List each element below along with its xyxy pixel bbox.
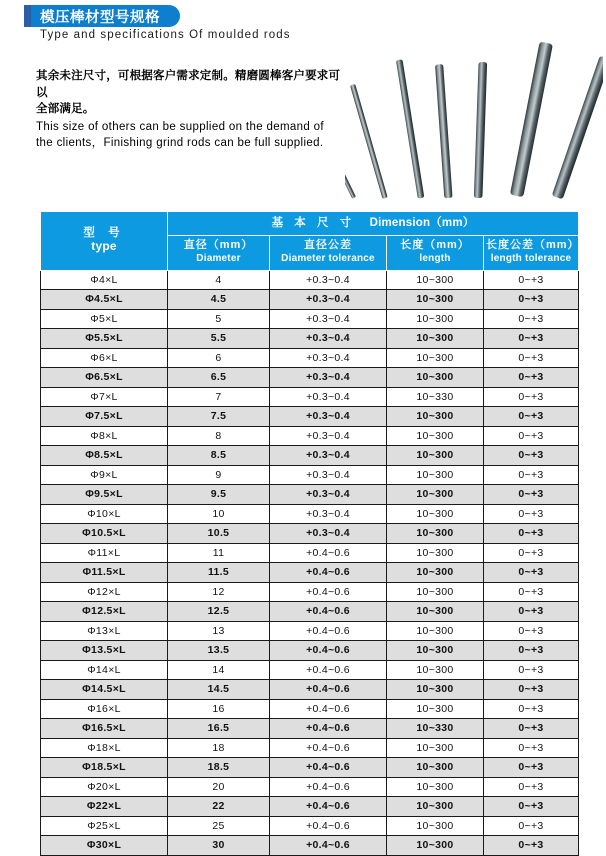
cell-length: 10~300 (387, 368, 484, 388)
cell-length-tolerance: 0~+3 (484, 816, 579, 836)
cell-diameter-tolerance: +0.3~0.4 (270, 485, 387, 505)
cell-length-tolerance: 0~+3 (484, 348, 579, 368)
cell-diameter: 10.5 (168, 524, 270, 544)
cell-type: Φ4.5×L (41, 290, 168, 310)
cell-length-tolerance: 0~+3 (484, 797, 579, 817)
page-subtitle: Type and specifications Of moulded rods (40, 29, 291, 41)
cell-diameter-tolerance: +0.4~0.6 (270, 797, 387, 817)
cell-diameter: 7 (168, 387, 270, 407)
cell-length-tolerance: 0~+3 (484, 738, 579, 758)
cell-length: 10~300 (387, 426, 484, 446)
rods-illustration (345, 38, 603, 210)
cell-length-tolerance: 0~+3 (484, 387, 579, 407)
column-header-type (41, 212, 168, 271)
column-header-length-tolerance-cn: 长度公差（mm） (486, 238, 580, 251)
cell-length: 10~300 (387, 446, 484, 466)
cell-length: 10~300 (387, 602, 484, 622)
table-row (41, 699, 579, 719)
cell-diameter: 25 (168, 816, 270, 836)
cell-type: Φ18.5×L (41, 758, 168, 778)
table-row (41, 407, 579, 427)
cell-length-tolerance: 0~+3 (484, 329, 579, 349)
table-row (41, 465, 579, 485)
cell-diameter-tolerance: +0.4~0.6 (270, 719, 387, 739)
cell-length: 10~300 (387, 621, 484, 641)
column-header-diameter-tolerance (270, 235, 387, 270)
cell-length: 10~300 (387, 758, 484, 778)
cell-diameter-tolerance: +0.4~0.6 (270, 680, 387, 700)
cell-type: Φ9.5×L (41, 485, 168, 505)
cell-diameter-tolerance: +0.3~0.4 (270, 290, 387, 310)
cell-diameter: 13.5 (168, 641, 270, 661)
cell-diameter: 4.5 (168, 290, 270, 310)
column-group-header-dimension (168, 212, 579, 236)
cell-length: 10~300 (387, 524, 484, 544)
cell-length-tolerance: 0~+3 (484, 465, 579, 485)
intro-english-line-2: the clients，Finishing grind rods can be full supplied. (36, 137, 324, 149)
title-badge-body (31, 5, 180, 27)
cell-diameter: 11 (168, 543, 270, 563)
cell-type: Φ16.5×L (41, 719, 168, 739)
cell-diameter: 4 (168, 270, 270, 290)
cell-type: Φ6.5×L (41, 368, 168, 388)
cell-length-tolerance: 0~+3 (484, 719, 579, 739)
cell-diameter-tolerance: +0.4~0.6 (270, 543, 387, 563)
cell-diameter-tolerance: +0.4~0.6 (270, 816, 387, 836)
cell-diameter-tolerance: +0.3~0.4 (270, 407, 387, 427)
cell-type: Φ25×L (41, 816, 168, 836)
cell-length-tolerance: 0~+3 (484, 290, 579, 310)
cell-type: Φ9×L (41, 465, 168, 485)
table-header (41, 212, 579, 271)
cell-diameter: 7.5 (168, 407, 270, 427)
column-header-length-tolerance-en: length tolerance (490, 253, 572, 264)
cell-length: 10~300 (387, 797, 484, 817)
table-row (41, 485, 579, 505)
specification-table (40, 211, 579, 856)
cell-length: 10~300 (387, 563, 484, 583)
cell-length-tolerance: 0~+3 (484, 426, 579, 446)
cell-type: Φ5×L (41, 309, 168, 329)
table-row (41, 524, 579, 544)
cell-length-tolerance: 0~+3 (484, 621, 579, 641)
rod-group (345, 42, 603, 200)
cell-diameter-tolerance: +0.4~0.6 (270, 738, 387, 758)
cell-length-tolerance: 0~+3 (484, 446, 579, 466)
cell-type: Φ12.5×L (41, 602, 168, 622)
cell-diameter-tolerance: +0.4~0.6 (270, 699, 387, 719)
table-row (41, 582, 579, 602)
column-header-length (387, 235, 484, 270)
cell-type: Φ11×L (41, 543, 168, 563)
cell-length: 10~300 (387, 641, 484, 661)
cell-type: Φ7.5×L (41, 407, 168, 427)
cell-diameter-tolerance: +0.4~0.6 (270, 582, 387, 602)
cell-diameter-tolerance: +0.3~0.4 (270, 329, 387, 349)
cell-length: 10~300 (387, 270, 484, 290)
cell-length: 10~300 (387, 329, 484, 349)
table-row (41, 641, 579, 661)
table-row (41, 660, 579, 680)
cell-length: 10~300 (387, 309, 484, 329)
table-row (41, 836, 579, 856)
cell-diameter-tolerance: +0.3~0.4 (270, 446, 387, 466)
cell-type: Φ13×L (41, 621, 168, 641)
column-header-diameter-tolerance-en: Diameter tolerance (281, 253, 375, 264)
cell-diameter-tolerance: +0.4~0.6 (270, 660, 387, 680)
cell-type: Φ10×L (41, 504, 168, 524)
cell-diameter: 20 (168, 777, 270, 797)
cell-diameter: 13 (168, 621, 270, 641)
cell-length: 10~300 (387, 660, 484, 680)
intro-english (36, 119, 346, 152)
cell-type: Φ11.5×L (41, 563, 168, 583)
cell-diameter-tolerance: +0.4~0.6 (270, 758, 387, 778)
cell-type: Φ13.5×L (41, 641, 168, 661)
cell-length-tolerance: 0~+3 (484, 836, 579, 856)
cell-length-tolerance: 0~+3 (484, 543, 579, 563)
cell-diameter: 5.5 (168, 329, 270, 349)
table-row (41, 719, 579, 739)
table-row (41, 602, 579, 622)
table-row (41, 758, 579, 778)
page-title: 模压棒材型号规格 (40, 9, 160, 26)
cell-diameter: 9.5 (168, 485, 270, 505)
cell-type: Φ8.5×L (41, 446, 168, 466)
table-row (41, 309, 579, 329)
table-row (41, 504, 579, 524)
cell-type: Φ14.5×L (41, 680, 168, 700)
cell-diameter: 30 (168, 836, 270, 856)
cell-length: 10~300 (387, 699, 484, 719)
cell-diameter-tolerance: +0.3~0.4 (270, 504, 387, 524)
cell-length-tolerance: 0~+3 (484, 504, 579, 524)
cell-diameter: 8 (168, 426, 270, 446)
table-row (41, 446, 579, 466)
cell-type: Φ10.5×L (41, 524, 168, 544)
cell-length: 10~300 (387, 290, 484, 310)
table-row (41, 290, 579, 310)
table-row (41, 777, 579, 797)
group-header-cn: 基 本 尺 寸 (271, 217, 356, 229)
table-row (41, 543, 579, 563)
cell-length: 10~300 (387, 504, 484, 524)
cell-type: Φ30×L (41, 836, 168, 856)
cell-length: 10~300 (387, 543, 484, 563)
cell-length-tolerance: 0~+3 (484, 524, 579, 544)
cell-length: 10~300 (387, 582, 484, 602)
cell-length-tolerance: 0~+3 (484, 777, 579, 797)
cell-length-tolerance: 0~+3 (484, 680, 579, 700)
cell-diameter-tolerance: +0.3~0.4 (270, 368, 387, 388)
cell-length: 10~300 (387, 485, 484, 505)
cell-diameter: 9 (168, 465, 270, 485)
table-row (41, 797, 579, 817)
cell-diameter: 6.5 (168, 368, 270, 388)
cell-diameter: 18 (168, 738, 270, 758)
cell-diameter: 16.5 (168, 719, 270, 739)
cell-diameter: 10 (168, 504, 270, 524)
cell-diameter: 12.5 (168, 602, 270, 622)
cell-type: Φ12×L (41, 582, 168, 602)
table-row (41, 738, 579, 758)
table-row (41, 621, 579, 641)
cell-diameter: 22 (168, 797, 270, 817)
cell-diameter-tolerance: +0.4~0.6 (270, 641, 387, 661)
cell-diameter: 5 (168, 309, 270, 329)
table-row (41, 270, 579, 290)
cell-length-tolerance: 0~+3 (484, 602, 579, 622)
cell-length-tolerance: 0~+3 (484, 485, 579, 505)
cell-type: Φ4×L (41, 270, 168, 290)
cell-diameter-tolerance: +0.3~0.4 (270, 387, 387, 407)
cell-length-tolerance: 0~+3 (484, 641, 579, 661)
cell-length: 10~300 (387, 407, 484, 427)
cell-length: 10~300 (387, 836, 484, 856)
cell-length-tolerance: 0~+3 (484, 270, 579, 290)
cell-type: Φ18×L (41, 738, 168, 758)
cell-diameter: 11.5 (168, 563, 270, 583)
column-header-diameter-tolerance-cn: 直径公差 (304, 238, 352, 251)
table-row (41, 348, 579, 368)
intro-chinese-line-2: 全部满足。 (36, 103, 95, 115)
cell-type: Φ20×L (41, 777, 168, 797)
cell-diameter-tolerance: +0.4~0.6 (270, 563, 387, 583)
cell-length-tolerance: 0~+3 (484, 309, 579, 329)
cell-length-tolerance: 0~+3 (484, 368, 579, 388)
column-header-diameter (168, 235, 270, 270)
cell-diameter: 16 (168, 699, 270, 719)
page-title-badge (24, 5, 180, 27)
intro-chinese-line-1: 其余未注尺寸，可根据客户需求定制。精磨圆棒客户要求可以 (36, 70, 341, 99)
cell-length-tolerance: 0~+3 (484, 582, 579, 602)
product-photo-rods (345, 38, 603, 210)
cell-length-tolerance: 0~+3 (484, 758, 579, 778)
column-header-type-en: type (91, 239, 117, 254)
intro-chinese (36, 68, 346, 118)
cell-diameter: 14.5 (168, 680, 270, 700)
cell-diameter: 8.5 (168, 446, 270, 466)
cell-diameter-tolerance: +0.4~0.6 (270, 621, 387, 641)
table-row (41, 387, 579, 407)
cell-type: Φ6×L (41, 348, 168, 368)
title-badge-cap (24, 5, 31, 27)
cell-type: Φ22×L (41, 797, 168, 817)
table-row (41, 563, 579, 583)
cell-length-tolerance: 0~+3 (484, 660, 579, 680)
table-body (41, 270, 579, 855)
column-header-length-en: length (419, 253, 451, 264)
column-header-diameter-en: Diameter (196, 253, 241, 264)
cell-length: 10~300 (387, 680, 484, 700)
cell-length: 10~330 (387, 387, 484, 407)
cell-length: 10~300 (387, 816, 484, 836)
intro-block (36, 68, 346, 152)
intro-english-line-1: This size of others can be supplied on the demand of (36, 120, 324, 133)
cell-diameter: 14 (168, 660, 270, 680)
table-row (41, 816, 579, 836)
cell-diameter-tolerance: +0.4~0.6 (270, 602, 387, 622)
column-header-diameter-cn: 直径（mm） (183, 238, 254, 251)
cell-length: 10~300 (387, 777, 484, 797)
table-row (41, 329, 579, 349)
cell-type: Φ14×L (41, 660, 168, 680)
cell-diameter-tolerance: +0.3~0.4 (270, 465, 387, 485)
table-row (41, 368, 579, 388)
cell-diameter-tolerance: +0.3~0.4 (270, 426, 387, 446)
table-row (41, 426, 579, 446)
table-header-row-1 (41, 212, 579, 236)
cell-length: 10~300 (387, 465, 484, 485)
cell-type: Φ8×L (41, 426, 168, 446)
column-header-type-cn: 型 号 (83, 226, 125, 239)
cell-length: 10~300 (387, 348, 484, 368)
group-header-en: Dimension（mm） (369, 217, 475, 229)
cell-type: Φ5.5×L (41, 329, 168, 349)
cell-diameter-tolerance: +0.4~0.6 (270, 836, 387, 856)
column-header-length-cn: 长度（mm） (400, 238, 470, 251)
cell-type: Φ7×L (41, 387, 168, 407)
cell-diameter-tolerance: +0.4~0.6 (270, 777, 387, 797)
cell-length: 10~330 (387, 719, 484, 739)
cell-length-tolerance: 0~+3 (484, 407, 579, 427)
cell-diameter: 12 (168, 582, 270, 602)
cell-length: 10~300 (387, 738, 484, 758)
cell-type: Φ16×L (41, 699, 168, 719)
cell-diameter-tolerance: +0.3~0.4 (270, 270, 387, 290)
cell-diameter: 18.5 (168, 758, 270, 778)
cell-length-tolerance: 0~+3 (484, 699, 579, 719)
table-row (41, 680, 579, 700)
cell-diameter: 6 (168, 348, 270, 368)
cell-diameter-tolerance: +0.3~0.4 (270, 348, 387, 368)
cell-diameter-tolerance: +0.3~0.4 (270, 309, 387, 329)
cell-length-tolerance: 0~+3 (484, 563, 579, 583)
column-header-length-tolerance (484, 235, 579, 270)
cell-diameter-tolerance: +0.3~0.4 (270, 524, 387, 544)
